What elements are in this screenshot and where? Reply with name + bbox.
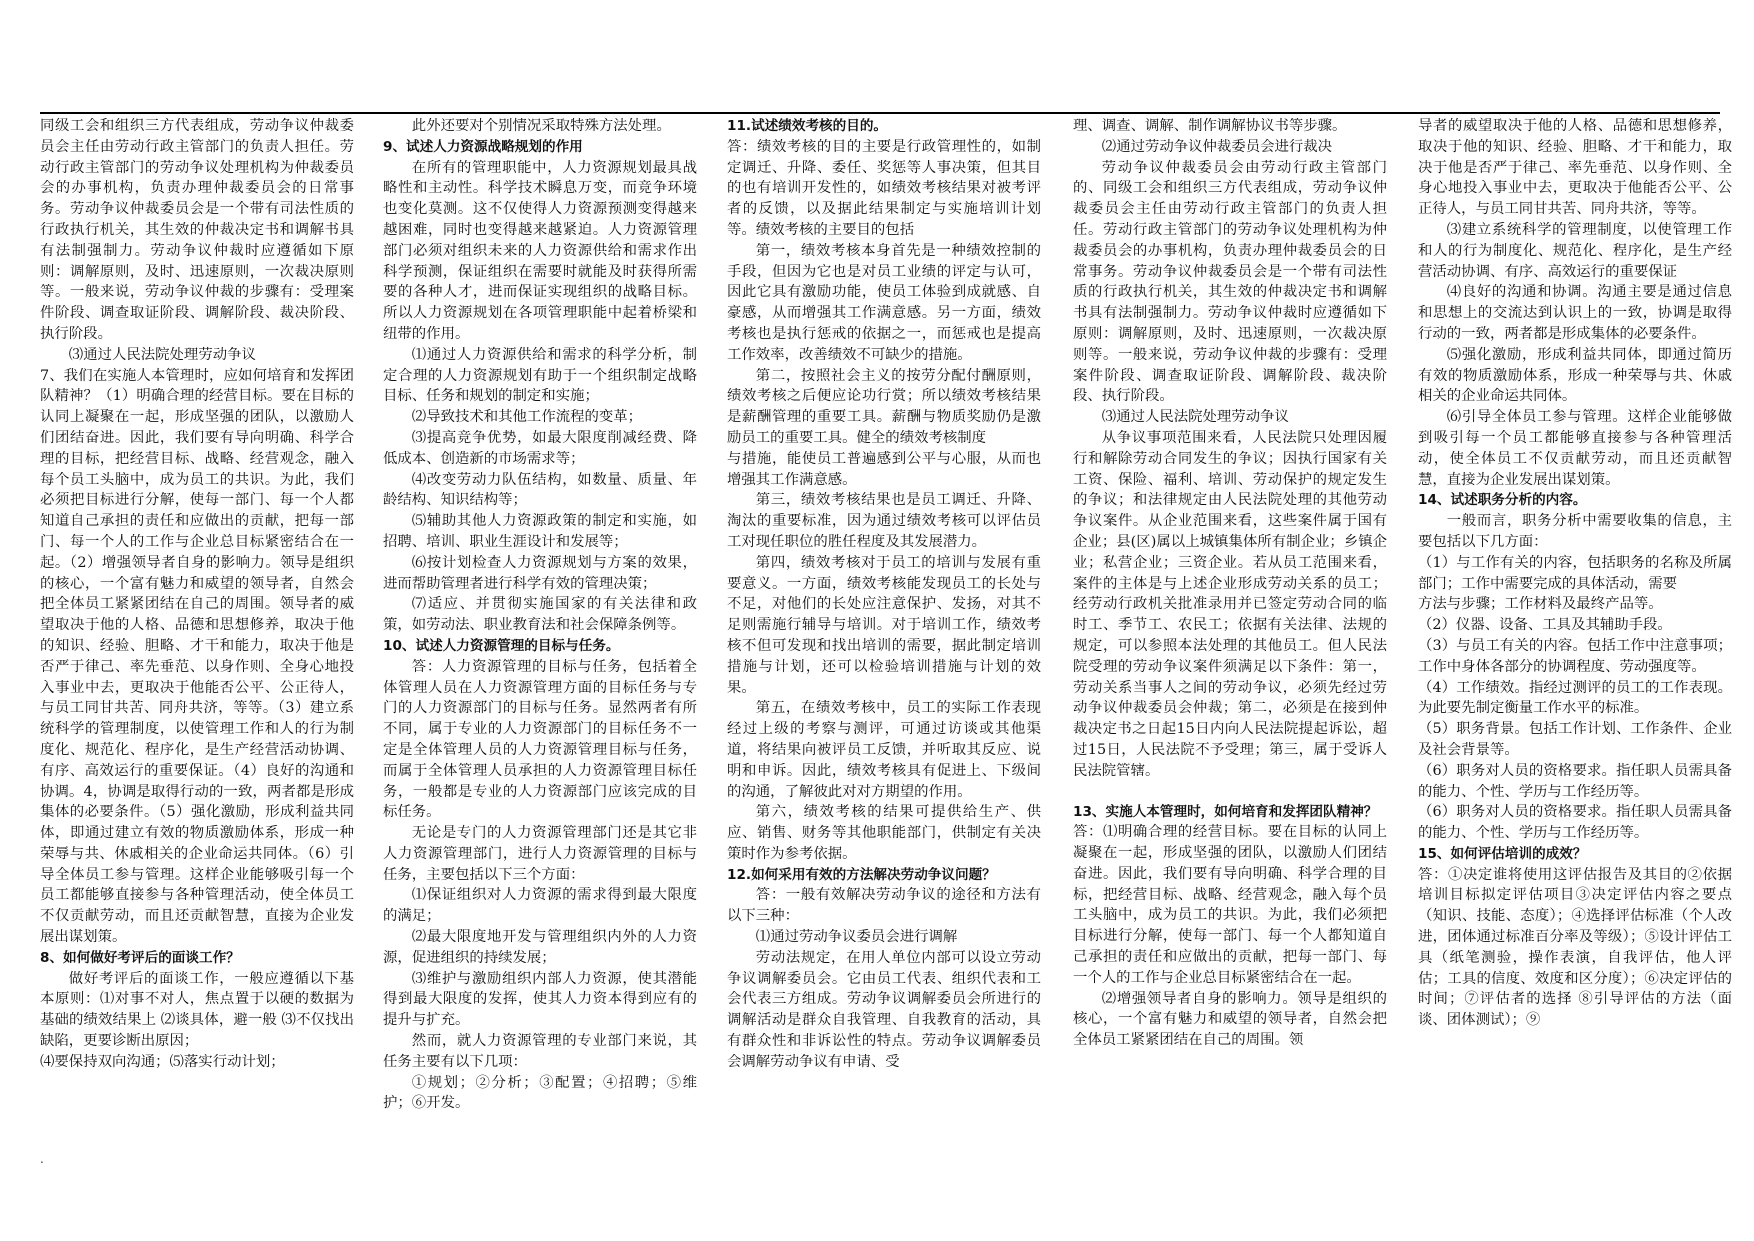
paragraph: ⑴保证组织对人力资源的需求得到最大限度的满足； [383,887,697,925]
paragraph: 无论是专门的人力资源管理部门还是其它非人力资源管理部门，进行人力资源管理的目标与任务，主要包括以下三个方面： [383,825,697,883]
section-heading: 14、试述职务分析的内容。 [1418,492,1587,509]
paragraph: （6）职务对人员的资格要求。指任职人员需具备的能力、个性、学历与工作经历等。 [1418,762,1732,800]
paragraph: 与措施，能使员工普遍感到公平与心服，从而也增强其工作满意感。 [727,450,1041,488]
paragraph: 第二，按照社会主义的按劳分配付酬原则，绩效考核之后便应论功行赏；所以绩效考核结果是薪酬管理的重要工具。薪酬与物质奖励仍是激励员工的重要工具。健全的绩效考核制度 [727,367,1041,446]
page-footer-mark: . [40,1152,44,1166]
paragraph: ⑶通过人民法院处理劳动争议 [68,346,256,363]
text-column-2 [383,116,697,1216]
section-heading: 11.试述绩效考核的目的。 [727,118,888,134]
paragraph: 7、我们在实施人本管理时，应如何培育和发挥团队精神？（1）明确合理的经营目标。要在目标的认同上凝聚在一起，形成坚强的团队，以激励人们团结奋进。因此，我们要有导向明确、科学合理的目标，把经营目标、战略、经营观念，融入每个员工头脑中，成为员工的共识。为此，我们必须把目标进行分解，使每一部门、每一个人都知道自己承担的责任和应做出的贡献，把每一部门、每一个人的工作与企业总目标紧密结合在一起。（2）增强领导者自身的影响力。领导是组织的核心，一个富有魅力和威望的领导者，自然会把全体员工紧紧团结在自己的周围。领导者的威望取决于他的人格、品德和思想修养，取决于他的知识、经验、胆略、才干和能力，取决于他是否严于律己、率先垂范、以身作则、全身心地投入事业中去，更取决于他能否公平、公正待人，与员工同甘共苦、同舟共济，等等。（3）建立系统科学的管理制度，以使管理工作和人的行为制度化、规范化、程序化，是生产经营活动协调、有序、高效运行的重要保证。（4）良好的沟通和协调。4，协调是取得行动的一致，两者都是形成集体的必要条件。（5）强化激励，形成利益共同体，即通过建立有效的物质激励体系，形成一种荣辱与共、休戚相关的企业命运共同体。（6）引导全体员工参与管理。这样企业能够吸引每一个员工都能够直接参与各种管理活动，使全体员工不仅贡献劳动，而且还贡献智慧，直接为企业发展出谋划策。 [40,367,354,946]
paragraph: 答：①决定谁将使用这评估报告及其目的②依据培训目标拟定评估项目③决定评估内容之要点（知识、技能、态度）；④选择评估标准（个人改进，团体通过标准百分率及等级）；⑤设计评估工具（纸笔测验，操作表演，自我评估，他人评估；工具的信度、效度和区分度）；⑥决定评估的时间；⑦评估者的选择 ⑧引导评估的方法（面谈、团体测试）；⑨ [1418,866,1732,1029]
text-column-5 [1418,116,1732,1216]
paragraph: ⑵最大限度地开发与管理组织内外的人力资源，促进组织的持续发展； [383,929,697,966]
section-heading: 10、试述人力资源管理的目标与任务。 [383,637,620,654]
paragraph: ⑹引导全体员工参与管理。这样企业能够做到吸引每一个员工都能够直接参与各种管理活动，使全体员工不仅贡献劳动，而且还贡献智慧，直接为企业发展出谋划策。 [1418,409,1732,488]
paragraph: ⑵导致技术和其他工作流程的变革； [411,409,643,426]
paragraph: 答：⑴明确合理的经营目标。要在目标的认同上凝聚在一起，形成坚强的团队，以激励人们团结奋进。因此，我们要有导向明确、科学合理的目标，把经营目标、战略、经营观念，融入每个员工头脑中，成为员工的共识。为此，我们必须把目标进行分解，使每一部门、每一个人都知道自己承担的责任和应做出的贡献，把每一部门、每一个人的工作与企业总目标紧密结合在一起。 [1073,824,1387,986]
paragraph: ⑵增强领导者自身的影响力。领导是组织的核心，一个富有魅力和威望的领导者，自然会把全体员工紧紧团结在自己的周围。领 [1073,990,1387,1049]
paragraph: （3）与员工有关的内容。包括工作中注意事项；工作中身体各部分的协调程度、劳动强度等。 [1418,637,1732,675]
paragraph: 此外还要对个别情况采取特殊方法处理。 [411,118,671,134]
paragraph: 第三，绩效考核结果也是员工调迁、升降、淘汰的重要标准，因为通过绩效考核可以评估员工对现任职位的胜任程度及其发展潜力。 [727,492,1041,550]
paragraph: （4）工作绩效。指经过测评的员工的工作表现。为此要先制定衡量工作水平的标准。 [1418,679,1732,717]
paragraph: 导者的威望取决于他的人格、品德和思想修养，取决于他的知识、经验、胆略、才干和能力，取决于他是否严于律己、率先垂范、以身作则、全身心地投入事业中去，更取决于他能否公平、公正待人，与员工同甘共苦、同舟共济，等等。 [1418,118,1732,218]
text-column-4 [1073,116,1387,1216]
paragraph: 第五，在绩效考核中，员工的实际工作表现经过上级的考察与测评，可通过访谈或其他渠道，将结果向被评员工反馈，并听取其反应、说明和申诉。因此，绩效考核具有促进上、下级间的沟通，了解彼此对对方期望的作用。 [727,700,1041,800]
paragraph: （1）与工作有关的内容，包括职务的名称及所属部门；工作中需要完成的具体活动，需要 [1418,554,1732,592]
paragraph: 劳动法规定，在用人单位内部可以设立劳动争议调解委员会。它由员工代表、组织代表和工会代表三方组成。劳动争议调解委员会所进行的调解活动是群众自我管理、自我教育的活动，具有群众性和非诉讼性的特点。劳动争议调解委员会调解劳动争议有申请、受 [727,949,1041,1070]
paragraph: 第六，绩效考核的结果可提供给生产、供应、销售、财务等其他职能部门，供制定有关决策时作为参考依据。 [727,804,1041,862]
paragraph: 同级工会和组织三方代表组成，劳动争议仲裁委员会主任由劳动行政主管部门的负责人担任。劳动行政主管部门的劳动争议处理机构为仲裁委员会的办事机构，负责办理仲裁委员会的日常事务。劳动争议仲裁委员会是一个带有司法性质的行政执行机关，其生效的仲裁决定书和调解书具有法制强制力。劳动争议仲裁时应遵循如下原则：调解原则，及时、迅速原则，一次裁决原则等。一般来说，劳动争议仲裁的步骤有：受理案件阶段、调查取证阶段、调解阶段、裁决阶段、执行阶段。 [40,118,354,342]
paragraph: 答：绩效考核的目的主要是行政管理性的，如制定调迁、升降、委任、奖惩等人事决策，但其目的也有培训开发性的，如绩效考核结果对被考评者的反馈，以及据此结果制定与实施培训计划等。绩效考核的主要目的包括 [727,138,1041,238]
text-column-1 [40,116,354,1216]
paragraph: ⑴通过劳动争议委员会进行调解 [755,929,958,946]
paragraph: ⑹按计划检查人力资源规划与方案的效果，进而帮助管理者进行科学有效的管理决策； [383,554,697,592]
paragraph: ⑷要保持双向沟通；⑸落实行动计划； [40,1053,285,1070]
paragraph: ①规划；②分析；③配置；④招聘；⑤维护；⑥开发。 [383,1074,697,1112]
section-heading: 15、如何评估培训的成效？ [1418,845,1587,862]
paragraph: 在所有的管理职能中，人力资源规划最具战略性和主动性。科学技术瞬息万变，而竞争环境也变化莫测。这不仅使得人力资源预测变得越来越困难，同时也变得越来越紧迫。人力资源管理部门必须对组织未来的人力资源供给和需求作出科学预测，保证组织在需要时就能及时获得所需要的各种人才，进而保证实现组织的战略目标。所以人力资源规划在各项管理职能中起着桥梁和纽带的作用。 [383,159,697,342]
paragraph: 第一，绩效考核本身首先是一种绩效控制的手段，但因为它也是对员工业绩的评定与认可，因此它具有激励功能，使员工体验到成就感、自豪感，从而增强其工作满意感。另一方面，绩效考核也是执行惩戒的依据之一，而惩戒也是提高工作效率，改善绩效不可缺少的措施。 [727,242,1041,363]
paragraph: 答：人力资源管理的目标与任务，包括着全体管理人员在人力资源管理方面的目标任务与专门的人力资源部门的目标与任务。显然两者有所不同，属于专业的人力资源部门的目标任务不一定是全体管理人员的人力资源管理目标与任务，而属于全体管理人员承担的人力资源管理目标任务，一般都是专业的人力资源部门应该完成的目标任务。 [383,658,697,821]
paragraph: ⑸辅助其他人力资源政策的制定和实施，如招聘、培训、职业生涯设计和发展等； [383,513,697,550]
paragraph: ⑶维护与激励组织内部人力资源，使其潜能得到最大限度的发挥，使其人力资本得到应有的提升与扩充。 [383,970,697,1029]
paragraph: ⑶通过人民法院处理劳动争议 [1101,409,1289,426]
paragraph: 答：一般有效解决劳动争议的途径和方法有以下三种： [727,887,1041,925]
section-heading: 13、实施人本管理时，如何培育和发挥团队精神？ [1073,803,1378,820]
paragraph: 然而，就人力资源管理的专业部门来说，其任务主要有以下几项： [383,1033,697,1070]
text-column-3 [727,116,1041,1216]
paragraph: ⑶提高竞争优势，如最大限度削减经费、降低成本、创造新的市场需求等； [383,429,697,467]
paragraph: 方法与步骤；工作材料及最终产品等。 [1418,596,1663,613]
paragraph: ⑵通过劳动争议仲裁委员会进行裁决 [1101,138,1333,155]
paragraph: ⑺适应、并贯彻实施国家的有关法律和政策，如劳动法、职业教育法和社会保障条例等。 [383,596,697,634]
section-heading: 9、试述人力资源战略规划的作用 [383,138,583,155]
paragraph: （6）职务对人员的资格要求。指任职人员需具备的能力、个性、学历与工作经历等。 [1418,804,1732,842]
paragraph: 从争议事项范围来看，人民法院只处理因履行和解除劳动合同发生的争议；因执行国家有关工资、保险、福利、培训、劳动保护的规定发生的争议；和法律规定由人民法院处理的其他劳动争议案件。从企业范围来看，这些案件属于国有企业；县(区)属以上城镇集体所有制企业；乡镇企业；私营企业；三资企业。若从员工范围来看，案件的主体是与上述企业形成劳动关系的员工；经劳动行政机关批准录用并已签定劳动合同的临时工、季节工、农民工；依据有关法律、法规的规定，可以参照本法处理的其他员工。但人民法院受理的劳动争议案件须满足以下条件：第一，劳动关系当事人之间的劳动争议，必须先经过劳动争议仲裁委员会仲裁；第二，必须是在接到仲裁决定书之日起15日内向人民法院提起诉讼，超过15日，人民法院不予受理；第三，属于受诉人民法院管辖。 [1073,429,1387,779]
paragraph: （5）职务背景。包括工作计划、工作条件、企业及社会背景等。 [1418,721,1732,758]
paragraph: 第四，绩效考核对于员工的培训与发展有重要意义。一方面，绩效考核能发现员工的长处与不足，对他们的长处应注意保护、发扬，对其不足则需施行辅导与培训。对于培训工作，绩效考核不但可发现和找出培训的需要，据此制定培训措施与计划，还可以检验培训措施与计划的效果。 [727,554,1041,696]
section-heading: 12.如何采用有效的方法解决劳动争议问题？ [727,866,996,883]
paragraph: ⑶建立系统科学的管理制度，以使管理工作和人的行为制度化、规范化、程序化，是生产经营活动协调、有序、高效运行的重要保证 [1418,221,1732,280]
section-heading: 8、如何做好考评后的面谈工作？ [40,949,240,966]
paragraph: 一般而言，职务分析中需要收集的信息，主要包括以下几方面： [1418,513,1732,550]
paragraph: 理、调查、调解、制作调解协议书等步骤。 [1073,118,1347,134]
paragraph: （2）仪器、设备、工具及其辅助手段。 [1418,617,1672,634]
paragraph: 做好考评后的面谈工作，一般应遵循以下基本原则：⑴对事不对人，焦点置于以硬的数据为基础的绩效结果上 ⑵谈具体，避一般 ⑶不仅找出缺陷，更要诊断出原因； [40,970,354,1050]
paragraph: ⑷良好的沟通和协调。沟通主要是通过信息和思想上的交流达到认识上的一致，协调是取得行动的一致，两者都是形成集体的必要条件。 [1418,284,1732,342]
paragraph: ⑸强化激励，形成利益共同体，即通过简历有效的物质激励体系，形成一种荣辱与共、休戚相关的企业命运共同体。 [1418,346,1732,405]
paragraph: ⑴通过人力资源供给和需求的科学分析，制定合理的人力资源规划有助于一个组织制定战略目标、任务和规划的制定和实施； [383,346,697,405]
top-rule [40,112,1720,114]
paragraph: ⑷改变劳动力队伍结构，如数量、质量、年龄结构、知识结构等； [383,471,697,509]
paragraph: 劳动争议仲裁委员会由劳动行政主管部门的、同级工会和组织三方代表组成，劳动争议仲裁委员会主任由劳动行政主管部门的负责人担任。劳动行政主管部门的劳动争议处理机构为仲裁委员会的办事机构，负责办理仲裁委员会的日常事务。劳动争议仲裁委员会是一个带有司法性质的行政执行机关，其生效的仲裁决定书和调解书具有法制强制力。劳动争议仲裁时应遵循如下原则：调解原则，及时、迅速原则，一次裁决原则等。一般来说，劳动争议仲裁的步骤有：受理案件阶段、调查取证阶段、调解阶段、裁决阶段、执行阶段。 [1073,159,1387,405]
